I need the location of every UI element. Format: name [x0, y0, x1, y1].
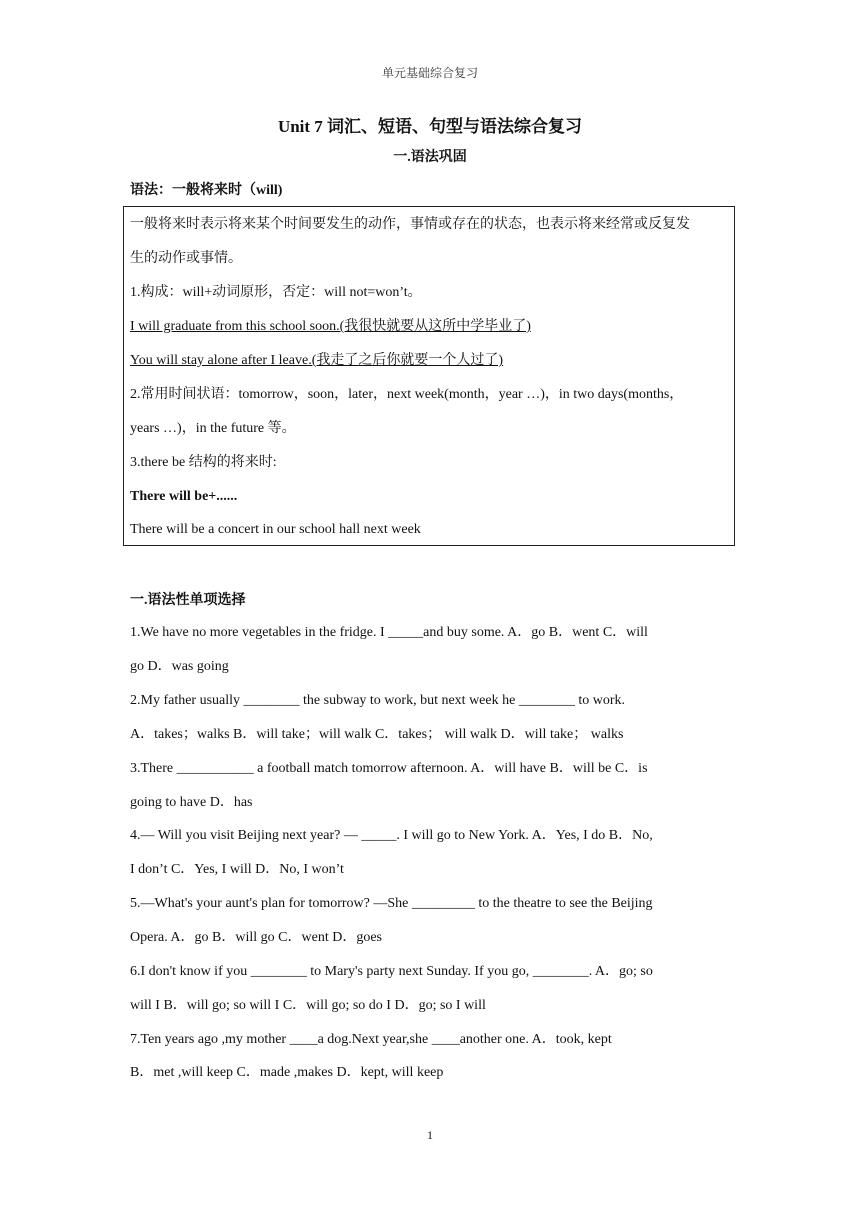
page-title: Unit 7 词汇、短语、句型与语法综合复习 [277, 117, 583, 136]
question-line: I don’t C．Yes, I will D．No, I won’t [130, 862, 344, 877]
grammar-topic-heading: 语法：一般将来时（will) [130, 183, 283, 198]
question-line: 1.We have no more vegetables in the fridge. I _____and buy some. A．go B．went C．will [130, 625, 648, 640]
question-line: going to have D．has [130, 795, 253, 810]
page-number: 1 [427, 1128, 433, 1142]
box-line: 生的动作或事情。 [130, 251, 242, 266]
box-line: 一般将来时表示将来某个时间要发生的动作，事情或存在的状态，也表示将来经常或反复发 [130, 217, 690, 232]
question-line: go D．was going [130, 659, 229, 674]
question-line: B．met ,will keep C．made ,makes D．kept, will keep [130, 1065, 444, 1080]
question-line: A．takes；walks B．will take；will walk C．takes； will walk D．will take； walks [130, 727, 624, 742]
question-line: 4.— Will you visit Beijing next year? — _____. I will go to New York. A．Yes, I do B．No, [130, 828, 653, 843]
question-line: 5.—What's your aunt's plan for tomorrow? —She _________ to the theatre to see the Beijing [130, 896, 653, 911]
question-line: will I B．will go; so will I C．will go; so do I D．go; so I will [130, 998, 486, 1013]
box-line: There will be a concert in our school hall next week [130, 522, 421, 537]
question-line: 2.My father usually ________ the subway to work, but next week he ________ to work. [130, 693, 625, 708]
running-header: 单元基础综合复习 [381, 66, 478, 80]
question-line: 6.I don't know if you ________ to Mary's party next Sunday. If you go, ________. A．go; so [130, 964, 653, 979]
example-sentence: I will graduate from this school soon.(我很快就要从这所中学毕业了) [130, 319, 531, 334]
box-line: years …)，in the future 等。 [130, 421, 296, 436]
section-heading-multiple-choice: 一.语法性单项选择 [130, 593, 246, 608]
pattern-formula: There will be+...... [130, 489, 238, 504]
question-line: Opera. A．go B．will go C．went D．goes [130, 930, 382, 945]
question-line: 3.There ___________ a football match tomorrow afternoon. A．will have B．will be C．is [130, 761, 648, 776]
box-line: 2.常用时间状语：tomorrow，soon，later，next week(month，year …)，in two days(months， [130, 387, 684, 402]
section-heading-grammar-review: 一.语法巩固 [393, 150, 467, 165]
box-line: 1.构成：will+动词原形，否定：will not=won’t。 [130, 285, 422, 300]
question-line: 7.Ten years ago ,my mother ____a dog.Next year,she ____another one. A．took, kept [130, 1032, 612, 1047]
example-sentence: You will stay alone after I leave.(我走了之后你就要一个人过了) [130, 353, 504, 368]
box-line: 3.there be 结构的将来时: [130, 455, 277, 470]
